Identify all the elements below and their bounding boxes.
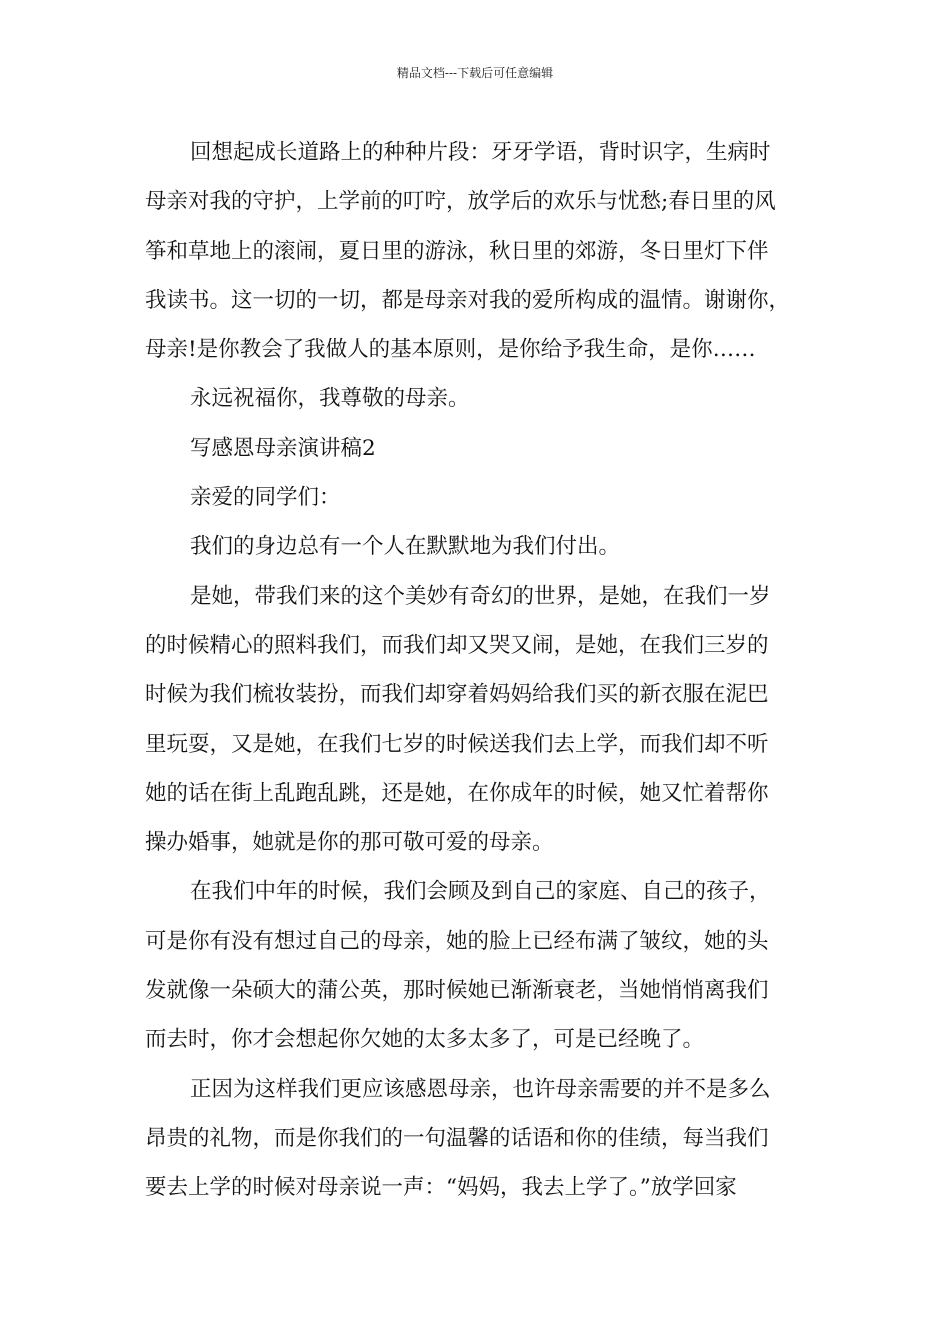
paragraph (145, 572, 825, 868)
text-line: 昂贵的礼物，而是你我们的一句温馨的话语和你的佳绩，每当我们 (145, 1125, 769, 1151)
text-line: 我读书。这一切的一切，都是母亲对我的爱所构成的温情。谢谢你， (145, 287, 791, 313)
paragraph (145, 867, 825, 1064)
text-line: 她的话在街上乱跑乱跳，还是她，在你成年的时候，她又忙着帮你 (145, 780, 769, 806)
paragraph (145, 1065, 825, 1213)
text-line: 正因为这样我们更应该感恩母亲，也许母亲需要的并不是多么 (190, 1076, 771, 1102)
paragraph (145, 522, 825, 571)
text-line: 的时候精心的照料我们，而我们却又哭又闹，是她，在我们三岁的 (145, 632, 769, 658)
document-body (145, 128, 825, 1213)
text-line: 回想起成长道路上的种种片段：牙牙学语，背时识字，生病时 (190, 140, 771, 165)
text-line: 发就像一朵硕大的蒲公英，那时候她已渐渐衰老，当她悄悄离我们 (145, 978, 769, 1004)
text-line: 我们的身边总有一个人在默默地为我们付出。 (190, 534, 621, 560)
text-line: 筝和草地上的滚闹，夏日里的游泳，秋日里的郊游，冬日里灯下伴 (145, 238, 769, 264)
text-line: 亲爱的同学们： (190, 485, 341, 511)
page-header: 精品文档---下载后可任意编辑 (396, 66, 554, 80)
text-line: 永远祝福你，我尊敬的母亲。 (190, 386, 470, 412)
heading-line: 写感恩母亲演讲稿2 (190, 435, 376, 461)
text-line: 而去时，你才会想起你欠她的太多太多了，可是已经晚了。 (145, 1027, 705, 1053)
text-line: 是她，带我们来的这个美妙有奇幻的世界，是她，在我们一岁 (190, 583, 771, 609)
text-line: 在我们中年的时候，我们会顾及到自己的家庭、自己的孩子， (190, 879, 771, 905)
salutation (145, 473, 825, 522)
paragraph (145, 128, 825, 374)
text-line: 要去上学的时候对母亲说一声：“妈妈，我去上学了。”放学回家 (145, 1175, 737, 1201)
text-line: 操办婚事，她就是你的那可敬可爱的母亲。 (145, 830, 554, 856)
text-line: 时候为我们梳妆装扮，而我们却穿着妈妈给我们买的新衣服在泥巴 (145, 682, 769, 708)
section-heading (145, 424, 825, 473)
text-line: 可是你有没有想过自己的母亲，她的脸上已经布满了皱纹，她的头 (145, 928, 769, 954)
text-line: 母亲!是你教会了我做人的基本原则，是你给予我生命，是你…… (145, 337, 756, 363)
text-line: 母亲对我的守护，上学前的叮咛，放学后的欢乐与忧愁;春日里的风 (145, 189, 776, 215)
paragraph (145, 374, 825, 423)
text-line: 里玩耍，又是她，在我们七岁的时候送我们去上学，而我们却不听 (145, 731, 769, 757)
